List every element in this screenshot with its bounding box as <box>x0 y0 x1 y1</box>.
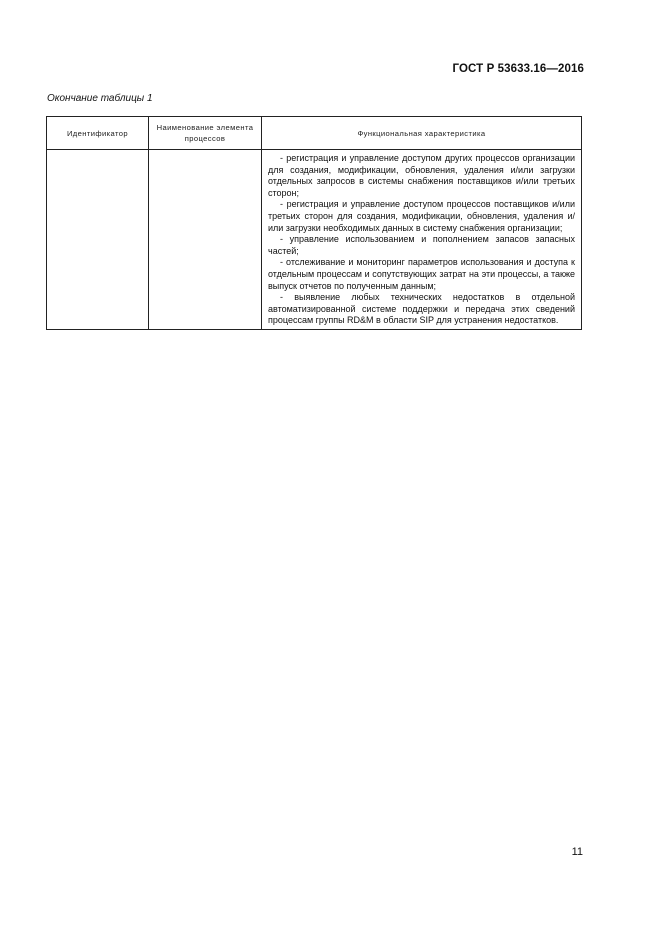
cell-identifier <box>47 150 149 330</box>
list-item: - отслеживание и мониторинг параметров использования и доступа к отдельным процессам и сопутствующих затрат на эти процессы, а также выпуск отчетов по полученным данным; <box>268 257 575 291</box>
functional-characteristics-table <box>46 116 582 330</box>
column-header-functional-characteristic: Функциональная характеристика <box>262 117 582 150</box>
list-item: - управление использованием и пополнением запасов запасных частей; <box>268 234 575 256</box>
list-item: - регистрация и управление доступом других процессов организации для создания, модификации, обновления, удаления и/или загрузки отдельных запросов в системы снабжения поставщиков и/или третьих сторон; <box>268 153 575 198</box>
table-caption: Окончание таблицы 1 <box>47 93 153 104</box>
cell-functional-characteristic <box>262 150 582 330</box>
list-item: - регистрация и управление доступом процессов поставщиков и/или третьих сторон для создания, модификации, обновления, удаления и/или загрузки необходимых данных в систему снабжения организации; <box>268 199 575 233</box>
table-header-row <box>47 117 582 150</box>
page-number: 11 <box>571 846 583 858</box>
cell-element-name <box>149 150 262 330</box>
list-item: - выявление любых технических недостатков в отдельной автоматизированной системе поддержки и передача этих сведений процессам группы RD&M в области SIP для устранения недостатков. <box>268 292 575 326</box>
table-row <box>47 150 582 330</box>
column-header-identifier: Идентификатор <box>47 117 149 150</box>
column-header-element-name: Наименование элемента процессов <box>149 117 262 150</box>
document-standard-number: ГОСТ Р 53633.16—2016 <box>452 63 584 75</box>
